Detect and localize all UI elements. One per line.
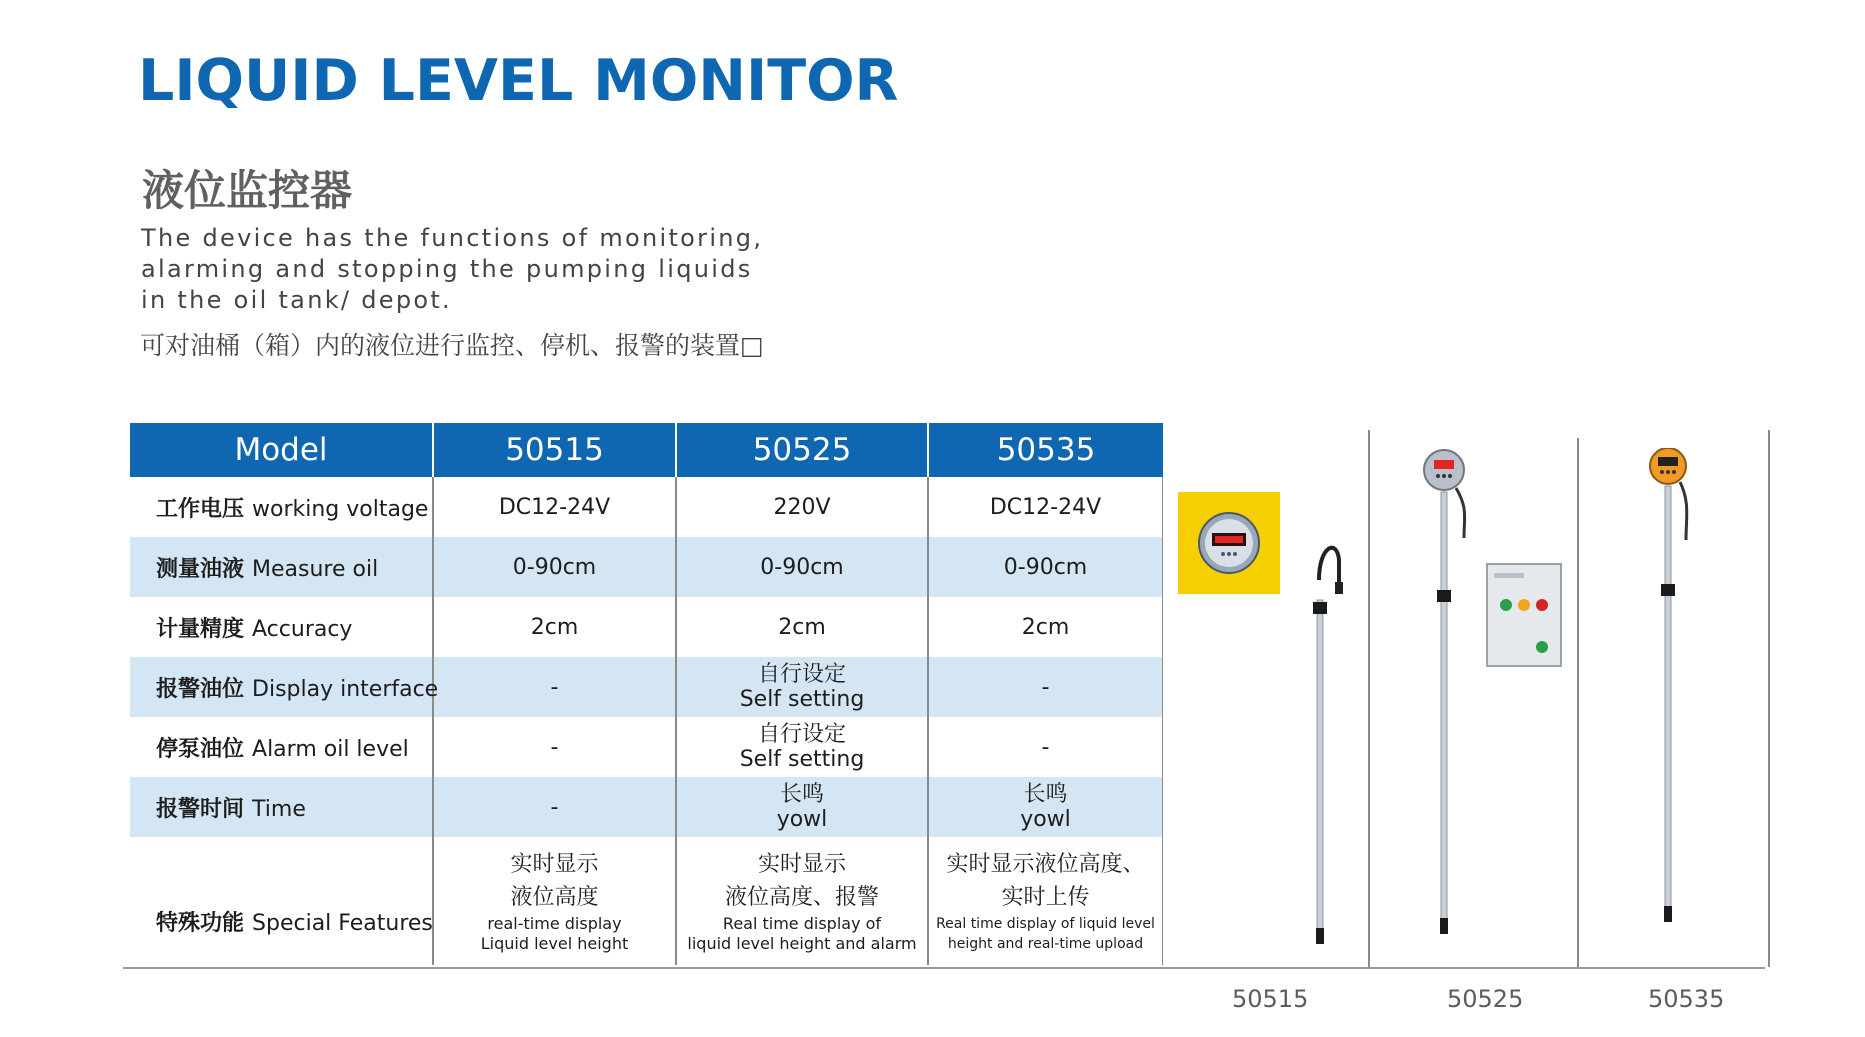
row-label: 测量油液 Measure oil	[130, 537, 434, 597]
table-row-measure-oil	[130, 537, 1163, 597]
table-row-time	[130, 777, 1163, 837]
col-header-50515: 50515	[434, 423, 677, 477]
table-row-alarm-oil-level	[130, 717, 1163, 777]
page-title: LIQUID LEVEL MONITOR	[138, 48, 899, 114]
product-label-50525: 50525	[1447, 985, 1524, 1013]
col-header-50525: 50525	[677, 423, 929, 477]
table-row-voltage	[130, 477, 1163, 537]
description-line: alarming and stopping the pumping liquids	[141, 255, 753, 283]
row-label: 报警时间 Time	[130, 777, 434, 837]
round-gauge-icon	[1418, 448, 1498, 938]
description-line: The device has the functions of monitoring,	[141, 224, 764, 252]
table-cell: 长鸣 yowl	[677, 777, 929, 837]
table-row-special-features	[130, 837, 1163, 965]
description-line: in the oil tank/ depot.	[141, 286, 452, 314]
product-divider	[1768, 430, 1770, 967]
product-divider	[1368, 430, 1370, 967]
table-cell: 实时显示 液位高度、报警 Real time display of liquid level height and alarm	[677, 837, 929, 965]
table-cell: -	[434, 777, 677, 837]
table-cell: 自行设定 Self setting	[677, 717, 929, 777]
level-probe-icon	[1285, 538, 1355, 948]
table-cell: -	[929, 717, 1163, 777]
table-cell: DC12-24V	[929, 477, 1163, 537]
table-cell: 220V	[677, 477, 929, 537]
table-cell: 长鸣 yowl	[929, 777, 1163, 837]
product-label-50515: 50515	[1232, 985, 1309, 1013]
table-bottom-rule	[123, 967, 1765, 969]
spec-table	[130, 423, 1163, 965]
row-label: 计量精度 Accuracy	[130, 597, 434, 657]
table-cell: 2cm	[929, 597, 1163, 657]
product-label-50535: 50535	[1648, 985, 1725, 1013]
description-cn: 可对油桶（箱）内的液位进行监控、停机、报警的装置□	[140, 331, 764, 360]
table-row-accuracy	[130, 597, 1163, 657]
table-cell: -	[434, 657, 677, 717]
table-cell: 2cm	[677, 597, 929, 657]
table-cell: 实时显示液位高度、 实时上传 Real time display of liquid level height and real-time upload	[929, 837, 1163, 965]
table-cell: 自行设定 Self setting	[677, 657, 929, 717]
table-cell: -	[434, 717, 677, 777]
table-cell: 0-90cm	[434, 537, 677, 597]
table-cell: DC12-24V	[434, 477, 677, 537]
table-row-display-interface	[130, 657, 1163, 717]
row-label: 停泵油位 Alarm oil level	[130, 717, 434, 777]
table-cell: -	[929, 657, 1163, 717]
table-cell: 0-90cm	[677, 537, 929, 597]
col-header-model: Model	[130, 423, 434, 477]
row-label: 工作电压 working voltage	[130, 477, 434, 537]
product-divider	[1577, 438, 1579, 967]
col-header-50535: 50535	[996, 432, 1096, 468]
row-label: 特殊功能 Special Features	[130, 837, 434, 965]
round-gauge-icon	[1642, 448, 1712, 932]
row-label: 报警油位 Display interface	[130, 657, 434, 717]
table-header-row	[130, 423, 1163, 477]
control-box-icon	[1486, 563, 1562, 667]
table-cell: 0-90cm	[929, 537, 1163, 597]
description-en	[141, 223, 841, 316]
digital-display-icon	[1178, 492, 1280, 594]
table-cell: 实时显示 液位高度 real-time display Liquid level height	[434, 837, 677, 965]
table-cell: 2cm	[434, 597, 677, 657]
page-subtitle-cn: 液位监控器	[142, 166, 353, 215]
